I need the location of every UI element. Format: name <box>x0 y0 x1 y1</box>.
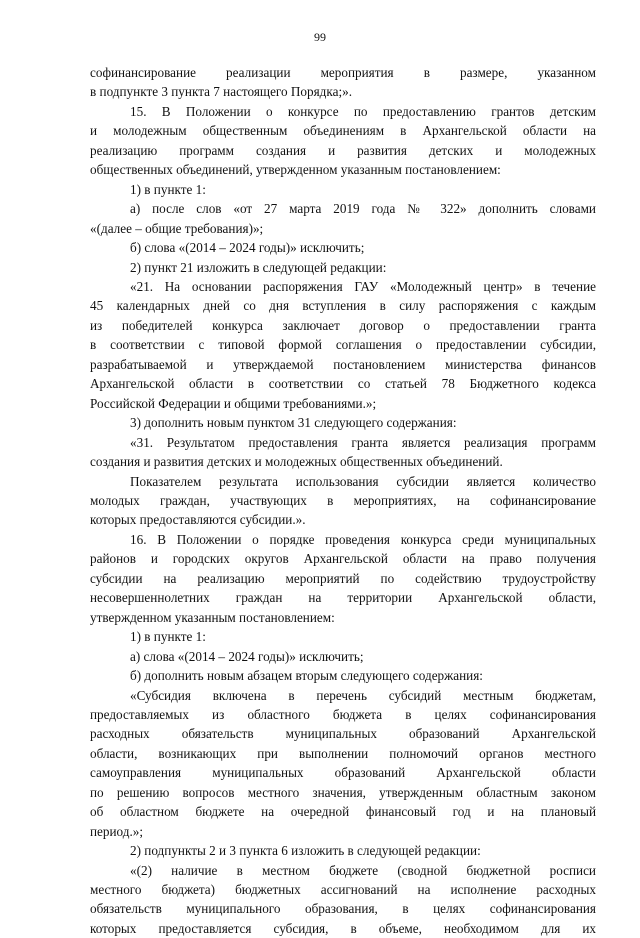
text-line: «21. На основании распоряжения ГАУ «Молодежный центр» в течение <box>130 278 596 294</box>
text-line: и молодежным общественным объединениям в Архангельской области на <box>90 123 596 139</box>
text-line: 16. В Положении о порядке проведения конкурса среди муниципальных <box>130 531 596 547</box>
text-line: «(далее – общие требования)»; <box>90 220 264 236</box>
text-line: софинансирование реализации мероприятия в размере, указанном <box>90 65 596 80</box>
text-line: районов и городских округов Архангельской области на право получения <box>90 551 596 567</box>
text-line: обязательств муниципального образования, в целях софинансирования <box>90 901 596 917</box>
text-line: самоуправления муниципальных образований Архангельской области <box>90 765 596 781</box>
text-line: а) слова «(2014 – 2024 годы)» исключить; <box>130 648 364 664</box>
text-line: Показателем результата использования субсидии является количество <box>130 473 596 489</box>
page-number: 99 <box>314 30 326 44</box>
text-line: предоставляемых из областного бюджета в целях софинансирования <box>90 706 596 722</box>
text-line: несовершеннолетних граждан на территории Архангельской области, <box>90 590 596 606</box>
text-line: из победителей конкурса заключает договор о предоставлении гранта <box>90 317 596 333</box>
text-line: б) дополнить новым абзацем вторым следующего содержания: <box>130 668 483 684</box>
text-line: расходных обязательств муниципальных образований Архангельской <box>90 726 596 742</box>
text-line: 15. В Положении о конкурсе по предоставлению грантов детским <box>130 103 596 119</box>
text-line: создания и развития детских и молодежных общественных объединений. <box>90 454 503 470</box>
document-body <box>90 63 596 938</box>
text-line: период.»; <box>90 823 144 839</box>
text-line: утвержденном указанным постановлением: <box>90 609 335 625</box>
text-line: молодых граждан, участвующих в мероприятиях, на софинансирование <box>90 492 596 508</box>
text-line: «Субсидия включена в перечень субсидий местным бюджетам, <box>130 687 596 703</box>
text-line: 2) пункт 21 изложить в следующей редакции: <box>130 259 387 275</box>
text-line: по решению вопросов местного значения, утвержденным областным законом <box>90 784 596 800</box>
text-line: «(2) наличие в местном бюджете (сводной бюджетной росписи <box>130 862 596 878</box>
text-line: «31. Результатом предоставления гранта является реализация программ <box>130 434 596 450</box>
text-line: в соответствии с типовой формой соглашения о предоставлении субсидии, <box>90 337 596 353</box>
text-line: субсидии на реализацию мероприятий по содействию трудоустройству <box>90 570 596 586</box>
text-line: общественных объединений, утвержденном указанным постановлением: <box>90 162 501 178</box>
text-line: в подпункте 3 пункта 7 настоящего Порядка;». <box>90 84 352 100</box>
text-line: 2) подпункты 2 и 3 пункта 6 изложить в следующей редакции: <box>130 843 481 859</box>
text-line: 1) в пункте 1: <box>130 181 206 197</box>
text-line: Архангельской области в соответствии со статьей 78 Бюджетного кодекса <box>90 376 596 392</box>
text-line: об областном бюджете на очередной финансовый год и на плановый <box>90 804 596 820</box>
text-line: 1) в пункте 1: <box>130 629 206 645</box>
text-line: а) после слов «от 27 марта 2019 года № 322» дополнить словами <box>130 201 596 217</box>
text-line: реализацию программ создания и развития детских и молодежных <box>90 142 596 158</box>
text-line: 3) дополнить новым пунктом 31 следующего содержания: <box>130 415 457 431</box>
text-line: разрабатываемой и утверждаемой постановлением министерства финансов <box>90 356 596 372</box>
text-line: 45 календарных дней со дня вступления в силу распоряжения с каждым <box>90 298 596 314</box>
text-line: б) слова «(2014 – 2024 годы)» исключить; <box>130 240 365 256</box>
text-line: местного бюджета) бюджетных ассигнований на исполнение расходных <box>90 882 596 898</box>
text-line: Российской Федерации и общими требованиями.»; <box>90 395 377 411</box>
text-line: которых предоставляются субсидии.». <box>90 512 306 528</box>
text-line: которых предоставляется субсидия, в объеме, необходимом для их <box>90 920 596 936</box>
text-line: области, возникающих при выполнении полномочий органов местного <box>90 745 596 761</box>
